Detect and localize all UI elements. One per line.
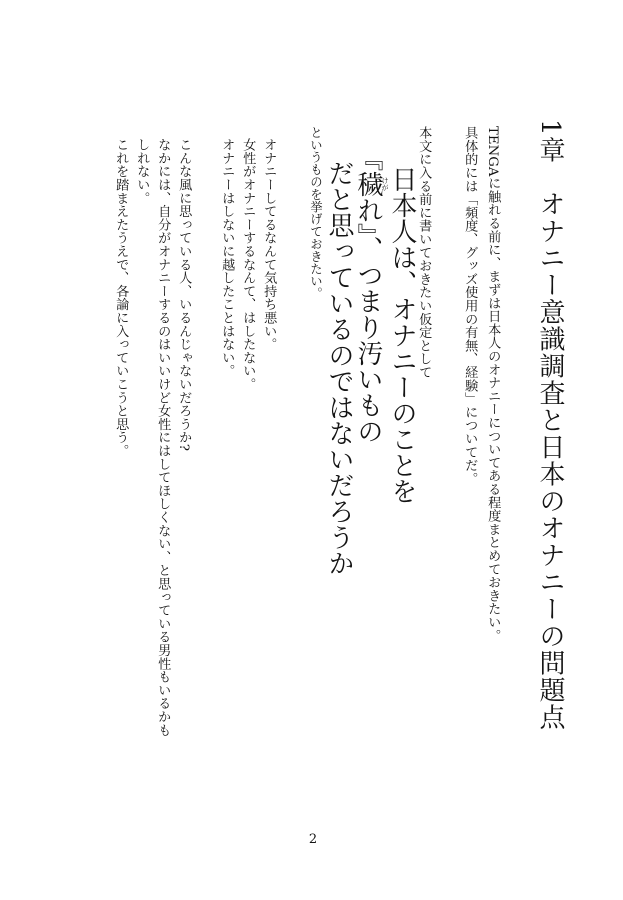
closing-line-4: これを踏まえたうえで、各論に入っていこうと思う。 xyxy=(113,138,129,458)
intro-line-2: 具体的には「頻度、グッズ使用の有無、経験」についてだ。 xyxy=(462,126,478,486)
hypothesis-line-3: だと思っているのではないだろうか xyxy=(324,160,354,576)
closing-line-2: なかには、自分がオナニーするのはいいけど女性にはしてほしくない、と思っている男性もいるかも xyxy=(155,138,171,737)
quote-line-1: オナニーしてるなんて気持ち悪い。 xyxy=(261,138,277,351)
closing-line-1: こんな風に思っている人、いるんじゃないだろうか? xyxy=(176,138,192,452)
hypothesis-line-1: 日本人は、オナニーのことを xyxy=(387,166,417,504)
intro-line-1: TENGAに触れる前に、まずは日本人のオナニーについてある程度まとめておきたい。 xyxy=(485,126,501,643)
page-number: 2 xyxy=(308,832,318,847)
quote-line-2: 女性がオナニーするなんて、はしたない。 xyxy=(240,138,256,391)
hypothesis-line-2: 『穢れ』、つまり汚いもの xyxy=(353,145,383,444)
closing-line-3: しれない。 xyxy=(134,138,150,205)
hypothesis-tail: というものを挙げておきたい。 xyxy=(308,126,324,300)
quote-line-3: オナニーはしないに越したことはない。 xyxy=(219,138,235,378)
ruby-kegare: けが xyxy=(381,177,389,191)
hypothesis-lead: 本文に入る前に書いておきたい仮定として xyxy=(416,126,432,379)
chapter-title: 1章 オナニー意識調査と日本のオナニーの問題点 xyxy=(535,119,565,731)
